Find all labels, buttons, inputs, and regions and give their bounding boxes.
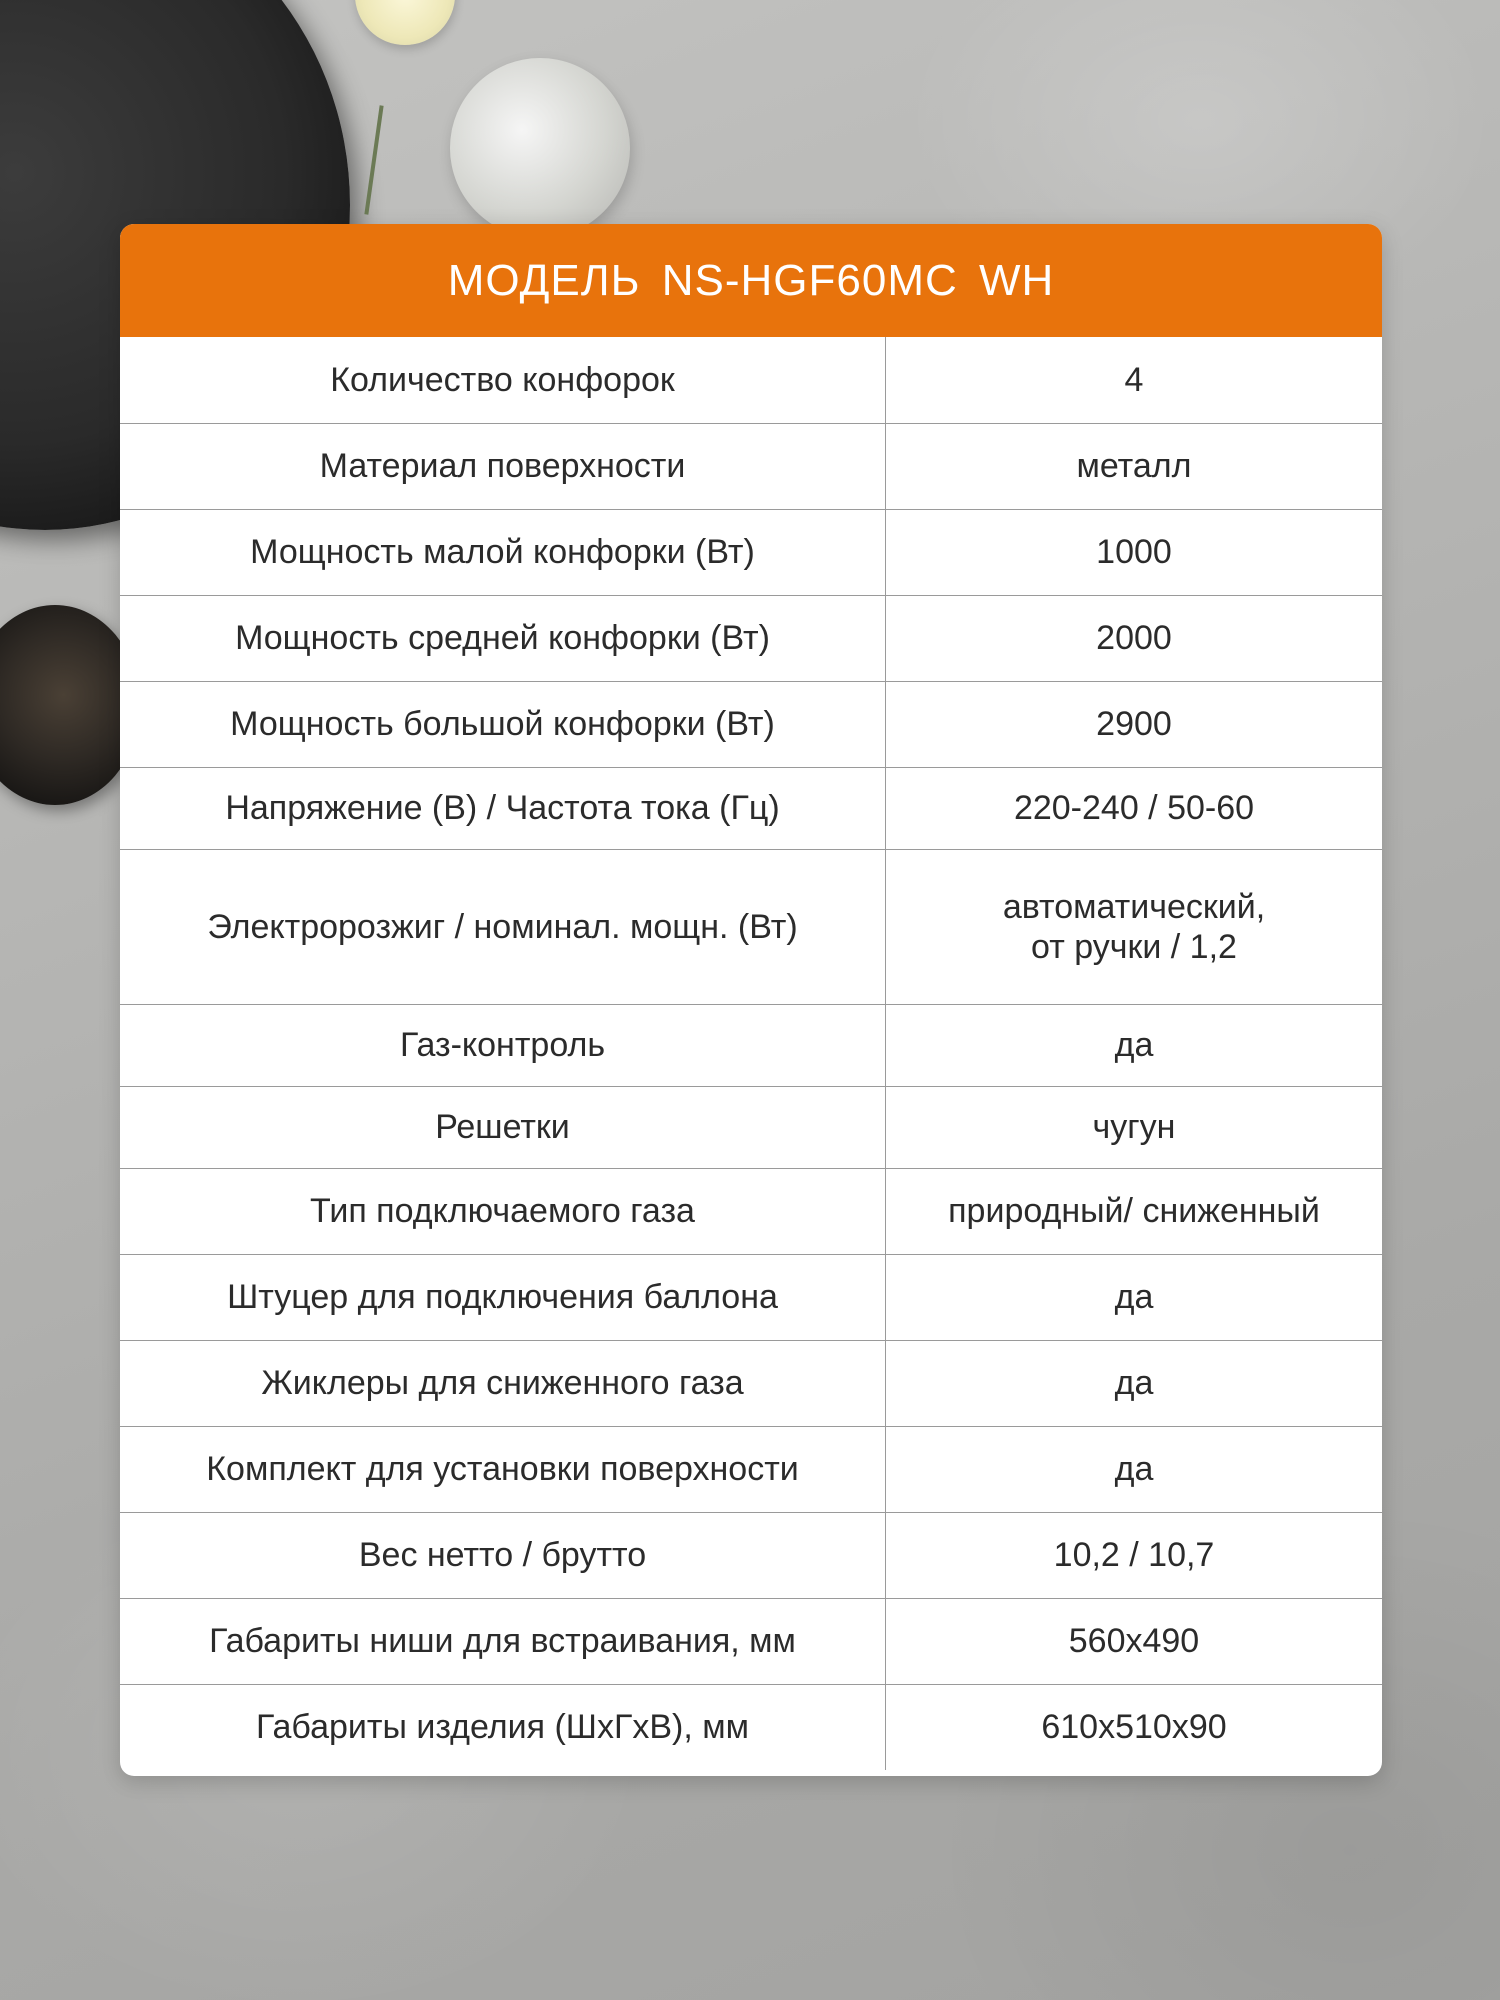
table-row <box>120 1426 1382 1512</box>
table-row <box>120 1684 1382 1770</box>
spec-value <box>886 849 1383 1004</box>
spec-value: 560x490 <box>886 1598 1383 1684</box>
spec-label: Газ-контроль <box>120 1004 886 1086</box>
spec-value: природный/ сниженный <box>886 1168 1383 1254</box>
table-row <box>120 423 1382 509</box>
spec-value: 10,2 / 10,7 <box>886 1512 1383 1598</box>
spec-value: 2900 <box>886 681 1383 767</box>
spec-value: 4 <box>1124 360 1144 399</box>
spec-value: да <box>886 1254 1383 1340</box>
spec-value-line: от ручки / 1,2 <box>1031 927 1237 966</box>
table-row <box>120 767 1382 849</box>
spec-value: да <box>886 1426 1383 1512</box>
table-row <box>120 1086 1382 1168</box>
spec-label: Количество конфорок <box>120 337 886 423</box>
table-row <box>120 849 1382 1004</box>
spec-label: Мощность средней конфорки (Вт) <box>120 595 886 681</box>
herb-sprig-image <box>364 105 383 214</box>
spec-value: чугун <box>886 1086 1383 1168</box>
table-row <box>120 1340 1382 1426</box>
table-row <box>120 509 1382 595</box>
table-row <box>120 1598 1382 1684</box>
table-row <box>120 595 1382 681</box>
table-row <box>120 681 1382 767</box>
pepper-bowl-image <box>0 605 140 805</box>
table-row <box>120 1168 1382 1254</box>
spec-label: Мощность большой конфорки (Вт) <box>120 681 886 767</box>
spec-card <box>120 224 1382 1776</box>
spec-label: Мощность малой конфорки (Вт) <box>120 509 886 595</box>
spec-value: 1000 <box>886 509 1383 595</box>
spec-label: Вес нетто / брутто <box>120 1512 886 1598</box>
spec-value: да <box>886 1004 1383 1086</box>
spec-table <box>120 337 1382 1770</box>
spec-label: Решетки <box>120 1086 886 1168</box>
model-title: МОДЕЛЬ NS-HGF60MC WH <box>120 224 1382 337</box>
table-row <box>120 1254 1382 1340</box>
table-row <box>120 1004 1382 1086</box>
spec-label: Габариты ниши для встраивания, мм <box>120 1598 886 1684</box>
spec-label: Штуцер для подключения баллона <box>120 1254 886 1340</box>
spec-label: Габариты изделия (ШхГхВ), мм <box>120 1684 886 1770</box>
spec-value: 2000 <box>886 595 1383 681</box>
spec-label: Комплект для установки поверхности <box>120 1426 886 1512</box>
spec-label: Напряжение (В) / Частота тока (Гц) <box>120 767 886 849</box>
spec-label: Электророзжиг / номинал. мощн. (Вт) <box>120 849 886 1004</box>
spec-label: Жиклеры для сниженного газа <box>120 1340 886 1426</box>
spec-value: 610x510x90 <box>886 1684 1383 1770</box>
table-row <box>120 1512 1382 1598</box>
spec-label: Тип подключаемого газа <box>120 1168 886 1254</box>
spec-value-line: автоматический, <box>1002 887 1266 926</box>
glass-bowl-image <box>450 58 630 238</box>
lemon-image <box>355 0 455 45</box>
spec-value: металл <box>886 423 1383 509</box>
spec-value: да <box>886 1340 1383 1426</box>
spec-label: Материал поверхности <box>120 423 886 509</box>
spec-value: 220-240 / 50-60 <box>886 767 1383 849</box>
table-row <box>120 337 1382 423</box>
